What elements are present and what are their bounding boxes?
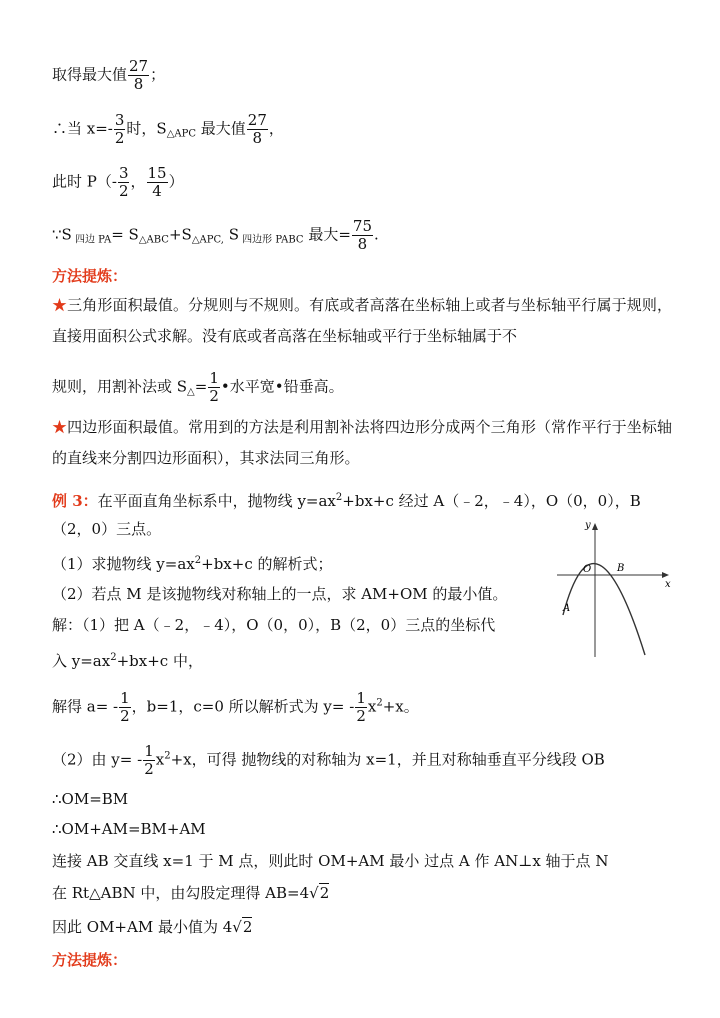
solution-5: ∴OM=BM [52,790,129,808]
text: 三角形面积最值。分规则与不规则。有底或者高落在坐标轴上或者与坐标轴平行属于规则，直接用面积公式求解。没有底或者高落在坐标轴或平行于坐标轴属于不 [52,296,672,345]
text: （1）求抛物线 y=ax [52,555,195,573]
line-max-value [52,58,165,93]
text: 最大值 [196,119,246,138]
text: +bx+c 经过 A（﹣2，﹣4），O（0，0），B [342,492,641,510]
text: ∵S [52,225,72,244]
solution-9 [52,917,252,937]
radicand: 2 [319,884,330,902]
denominator: 2 [209,387,219,405]
text: ； [150,65,166,84]
subscript: △ABC [138,234,169,246]
text: +x，可得 抛物线的对称轴为 x=1，并且对称轴垂直平分线段 OB [170,750,605,769]
method-heading-2: 方法提炼： [52,951,128,969]
superscript: 2 [110,652,117,663]
text: . [374,225,379,244]
fraction [247,112,268,147]
solution-8 [52,883,329,903]
point-a-label: A [563,603,571,614]
text: +S [168,225,192,244]
numerator: 1 [144,742,154,760]
text: 最大= [303,225,351,244]
text: ， [130,172,146,191]
fraction [118,165,130,200]
superscript: 2 [194,555,202,566]
x-arrow [662,572,669,578]
method-heading: 方法提炼： [52,267,128,285]
numerator: 1 [209,369,219,387]
fraction [208,370,220,405]
text: 解得 a= - [52,697,119,716]
subscript: △ [187,386,195,398]
denominator: 4 [152,182,162,200]
parabola-curve [563,564,645,655]
denominator: 2 [144,760,154,778]
text: 取得最大值 [52,65,128,84]
example-3 [52,488,641,511]
parabola-graph [555,515,675,660]
text: +x。 [382,697,419,716]
numerator: 1 [356,689,366,707]
subscript: 四边 PA [71,234,112,246]
text: ） [168,172,184,191]
fraction [355,690,367,725]
radicand: 2 [242,918,253,936]
subscript: △APC [166,128,196,140]
text: （2）由 y= - [52,750,143,769]
y-label: y [585,520,591,531]
denominator: 2 [118,182,129,200]
y-arrow [592,523,598,530]
origin-label: O [583,564,592,575]
radical-sign: √ [309,884,319,902]
numerator: 15 [147,164,167,182]
fraction [147,165,168,200]
paragraph-triangle [52,290,672,352]
text: x [155,750,165,769]
line-area-sum [52,218,379,253]
example-label: 例 3： [52,492,98,510]
text: ∴当 x=- [52,119,113,138]
denominator: 8 [357,235,368,253]
solution-7: 连接 AB 交直线 x=1 于 M 点，则此时 OM+AM 最小 过点 A 作 AN⊥x 轴于点 N [52,852,609,870]
text: x [367,697,377,716]
text: 此时 P（- [52,172,117,191]
superscript: 2 [376,697,383,709]
text: 在平面直角坐标系中，抛物线 y=ax [97,492,336,510]
x-label: x [665,579,671,590]
solution-4 [52,743,605,778]
line-area-formula [52,370,344,405]
text: 规则，用割补法或 S [52,377,188,396]
denominator: 8 [133,75,144,93]
star-icon: ★ [52,296,68,314]
paragraph-quadrilateral [52,412,672,474]
fraction [119,690,131,725]
text: 入 y=ax [52,652,111,670]
denominator: 2 [114,129,125,147]
text: 四边形面积最值。常用到的方法是利用割补法将四边形分成两个三角形（常作平行于坐标轴的直线来分割四边形面积），其求法同三角形。 [52,418,672,467]
superscript: 2 [335,492,343,503]
point-b-label: B [617,563,625,574]
text: 时，S [126,119,167,138]
denominator: 8 [252,129,263,147]
text: +bx+c 中， [116,652,203,670]
fraction [114,112,126,147]
text: •水平宽•铅垂高。 [220,377,344,396]
text: +bx+c 的解析式； [201,555,333,573]
text: ， [268,119,284,138]
text: 因此 OM+AM 最小值为 4 [52,918,233,936]
text: 在 Rt△ABN 中，由勾股定理得 AB=4 [52,884,310,902]
fraction [143,743,155,778]
numerator: 27 [247,111,267,129]
superscript: 2 [164,750,171,762]
text: S [223,225,239,244]
subscript: 四边形 PABC [238,234,304,246]
solution-2 [52,648,203,671]
numerator: 1 [120,689,130,707]
solution-1: 解：（1）把 A（﹣2，﹣4），O（0，0），B（2，0）三点的坐标代 [52,616,496,634]
question-2: （2）若点 M 是该抛物线对称轴上的一点，求 AM+OM 的最小值。 [52,585,508,603]
fraction [128,58,149,93]
question-1 [52,551,333,574]
text: ，b=1，c=0 所以解析式为 y= - [131,697,355,716]
text: = S [111,225,139,244]
line-when-x [52,112,284,147]
fraction [352,218,373,253]
denominator: 2 [356,707,366,725]
radical-sign: √ [232,918,242,936]
numerator: 27 [129,57,149,75]
numerator: 3 [114,111,125,129]
numerator: 3 [118,164,129,182]
solution-6: ∴OM+AM=BM+AM [52,820,206,838]
text: = [194,377,208,396]
subscript: △APC, [191,234,224,246]
star-icon: ★ [52,418,68,436]
denominator: 2 [120,707,130,725]
example-3-cont: （2，0）三点。 [52,520,162,538]
numerator: 75 [352,217,372,235]
line-point-p [52,165,184,200]
solution-3 [52,690,419,725]
